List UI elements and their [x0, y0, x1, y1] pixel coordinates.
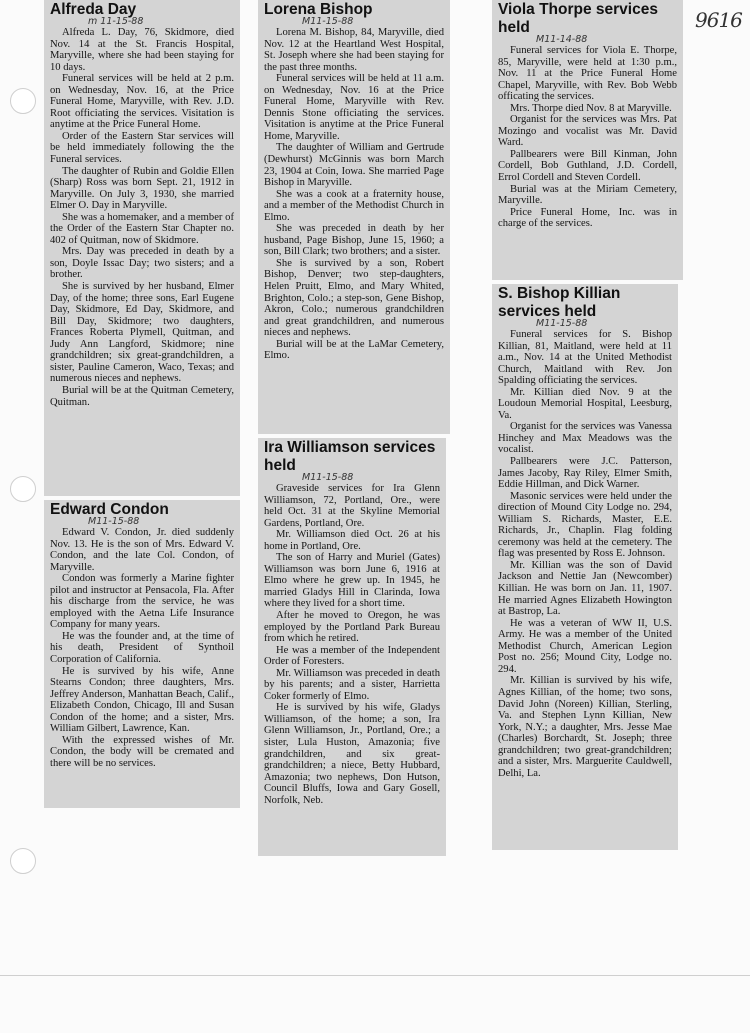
- obituary-paragraph: Pallbearers were Bill Kinman, John Cordell, Bob Guthland, J.D. Cordell, Errol Cordell and Steven Cordell.: [498, 148, 677, 184]
- obituary-paragraph: Price Funeral Home, Inc. was in charge of the services.: [498, 206, 677, 230]
- obituary-paragraph: Funeral services will be held at 11 a.m. on Wednesday, Nov. 16 at the Price Funeral Home, Maryville with Rev. Dennis Stone officiating the services. Visitation is anytime at the Price Funeral Home, Maryville.: [264, 73, 444, 142]
- obituary-headline: Ira Williamson services held: [264, 439, 436, 474]
- obituary-clipping-killian: [492, 284, 678, 850]
- obituary-clipping-day: [44, 0, 240, 496]
- binder-hole: [10, 476, 36, 502]
- obituary-paragraph: She is survived by a son, Robert Bishop, Denver; two step-daughters, Helen Pruitt, Elmo, and Mary Whited, Brighton, Colo.; a step-son, Gene Bishop, Akron, Colo.; numerous grandchildren and great grandchildren, and numerous nieces and nephews.: [264, 257, 444, 339]
- obituary-paragraph: Masonic services were held under the direction of Mound City Lodge no. 294, William S. Richards, Master, E.E. Richards, Jr., Chaplin. Flag folding ceremony was held at the cemetery. The flag was presented by Ross E. Johnson.: [498, 490, 672, 560]
- obituary-paragraph: Funeral services will be held at 2 p.m. on Wednesday, Nov. 16, at the Price Funeral Home, Maryville, with Rev. J.D. Root officiating the services. Visitation is anytime at the Price Funeral Home.: [50, 73, 234, 131]
- obituary-paragraph: Mr. Killian was the son of David Jackson and Nettie Jan (Newcomber) Killian. He was born on Jan. 11, 1907. He married Agnes Elizabeth Howington at Bastrop, La.: [498, 559, 672, 618]
- obituary-headline: Alfreda Day: [50, 1, 137, 18]
- obituary-paragraph: She was a homemaker, and a member of the Order of the Eastern Star Chapter no. 402 of Quitman, now of Skidmore.: [50, 211, 234, 246]
- obituary-paragraph: Organist for the services was Mrs. Pat Mozingo and vocalist was Mr. David Ward.: [498, 114, 677, 149]
- handwritten-date-note: M11-15-88: [536, 318, 588, 329]
- obituary-paragraph: The son of Harry and Muriel (Gates) Williamson was born June 6, 1916 at Elmo where he grew up. In 1945, he married Gladys Hill in Clarinda, Iowa where they lived for a short time.: [264, 552, 440, 610]
- obituary-paragraph: She is survived by her husband, Elmer Day, of the home; three sons, Earl Eugene Day, Skidmore, Ed Day, Skidmore, and Bill Day, Skidmore; two daughters, Frances Roberta Plymell, Quitman, and Judy Ann Langford, Skidmore; nine grandchildren; six great-grandchildren, a sister, Pauline Cameron, Waco, Texas; and numerous nieces and nephews.: [50, 281, 234, 385]
- obituary-clipping-bishop: [258, 0, 450, 434]
- obituary-paragraph: Funeral services for S. Bishop Killian, 81, Maitland, were held at 11 a.m., Nov. 14 at the United Methodist Church, Maitland with Rev. Jon Spalding officiating the services.: [498, 329, 672, 387]
- obituary-paragraph: Pallbearers were J.C. Patterson, James Jacoby, Ray Riley, Elmer Smith, Eddie Hillman, and Dick Warner.: [498, 456, 672, 491]
- obituary-paragraph: Burial will be at the LaMar Cemetery, Elmo.: [264, 338, 444, 362]
- obituary-headline: Viola Thorpe services held: [498, 1, 658, 36]
- obituary-paragraph: Condon was formerly a Marine fighter pilot and instructor at Pensacola, Fla. After his discharge from the service, he was employed with the Aetna Life Insurance Company for many years.: [50, 573, 234, 631]
- handwritten-date-note: m 11-15-88: [88, 16, 144, 27]
- obituary-paragraph: Mrs. Day was preceded in death by a son, Doyle Issac Day; two sisters; and a brother.: [50, 246, 234, 281]
- obituary-paragraph: Lorena M. Bishop, 84, Maryville, died Nov. 12 at the Heartland West Hospital, St. Joseph where she had been staying for the past three months.: [264, 27, 444, 73]
- obituary-paragraph: He is survived by his wife, Gladys Williamson, of the home; a son, Ira Glenn Williamson, Jr., Portland, Ore.; a sister, Lula Huston, Amazonia; five grandchildren, and six great-grandchildren; a niece, Betty Hubbard, Amazonia; two nephews, Don Hutson, Council Bluffs, Iowa and Gary Gosell, Norfolk, Neb.: [264, 702, 440, 806]
- obituary-paragraph: The daughter of William and Gertrude (Dewhurst) McGinnis was born March 23, 1904 at Coin, Iowa. She married Page Bishop in Maryville.: [264, 142, 444, 189]
- obituary-paragraph: Organist for the services was Vanessa Hinchey and Max Meadows was the vocalist.: [498, 421, 672, 456]
- obituary-paragraph: He was the founder and, at the time of his death, President of Synthoil Corporation of California.: [50, 630, 234, 666]
- obituary-paragraph: Burial was at the Miriam Cemetery, Maryville.: [498, 183, 677, 207]
- handwritten-date-note: M11-15-88: [302, 16, 354, 27]
- handwritten-reference-number: 9616: [695, 8, 742, 32]
- obituary-paragraph: Order of the Eastern Star services will be held immediately following the the Funeral services.: [50, 130, 234, 166]
- handwritten-date-note: M11-14-88: [536, 34, 588, 45]
- obituary-headline: Edward Condon: [50, 501, 169, 518]
- binder-hole: [10, 848, 36, 874]
- obituary-paragraph: Mr. Killian died Nov. 9 at the Loudoun Memorial Hospital, Leesburg, Va.: [498, 386, 672, 421]
- obituary-paragraph: He is survived by his wife, Anne Stearns Condon; three daughters, Mrs. Jeffrey Anderson, Manhattan Beach, Calif., Elizabeth Condon, Chicago, Ill and Susan Condon of the home; and a sister, Mrs. William Gilbert, Lawrence, Kan.: [50, 665, 234, 735]
- obituary-paragraph: Mr. Williamson was preceded in death by his parents; and a sister, Harrietta Coker formerly of Elmo.: [264, 667, 440, 702]
- obituary-paragraph: Mr. Williamson died Oct. 26 at his home in Portland, Ore.: [264, 529, 440, 552]
- binder-hole: [10, 88, 36, 114]
- handwritten-date-note: M11-15-88: [88, 516, 140, 527]
- handwritten-date-note: M11-15-88: [302, 472, 354, 483]
- obituary-paragraph: Edward V. Condon, Jr. died suddenly Nov. 13. He is the son of Mrs. Edward V. Condon, and the late Col. Condon, of Maryville.: [50, 527, 234, 573]
- obituary-paragraph: Alfreda L. Day, 76, Skidmore, died Nov. 14 at the St. Francis Hospital, Maryville, where she had been staying for 10 days.: [50, 27, 234, 73]
- obituary-paragraph: Funeral services for Viola E. Thorpe, 85, Maryville, were held at 1:30 p.m., Nov. 11 at the Price Funeral Home Chapel, Maryville, with Rev. Bob Webb officating the services.: [498, 45, 677, 103]
- obituary-paragraph: Mr. Killian is survived by his wife, Agnes Killian, of the home; two sons, David John (Noreen) Killian, Sterling, Va. and Stephen Lynn Killian, New York, N.Y.; a daughter, Mrs. Jesse Mae (Charles) Borchardt, St. Joseph; three grandchildren; two great-grandchildren; and a sister, Mrs. Marguerite Cauldwell, Delhi, La.: [498, 675, 672, 779]
- obituary-paragraph: Mrs. Thorpe died Nov. 8 at Maryville.: [510, 102, 672, 114]
- obituary-clipping-thorpe: [492, 0, 683, 280]
- page-edge-line: [0, 975, 750, 976]
- obituary-paragraph: He was a member of the Independent Order of Foresters.: [264, 644, 440, 668]
- obituary-clipping-williamson: [258, 438, 446, 856]
- obituary-paragraph: She was preceded in death by her husband, Page Bishop, June 15, 1960; a son, Bill Clark; two brothers; and a sister.: [264, 223, 444, 258]
- obituary-paragraph: She was a cook at a fraternity house, and a member of the Methodist Church in Elmo.: [264, 188, 444, 223]
- obituary-paragraph: Burial will be at the Quitman Cemetery, Quitman.: [50, 384, 234, 408]
- obituary-paragraph: The daughter of Rubin and Goldie Ellen (Sharp) Ross was born Sept. 21, 1912 in Maryville. On July 3, 1930, she married Elmer O. Day in Maryville.: [50, 165, 234, 212]
- obituary-paragraph: He was a veteran of WW II, U.S. Army. He was a member of the United Methodist Church, American Legion Post no. 256; Mound City, Lodge no. 294.: [498, 617, 672, 675]
- obituary-headline: Lorena Bishop: [264, 1, 373, 18]
- obituary-paragraph: With the expressed wishes of Mr. Condon, the body will be cremated and there will be no services.: [50, 734, 234, 769]
- obituary-headline: S. Bishop Killian services held: [498, 285, 621, 320]
- obituary-paragraph: After he moved to Oregon, he was employed by the Portland Park Bureau from which he retired.: [264, 610, 440, 645]
- obituary-paragraph: Graveside services for Ira Glenn Williamson, 72, Portland, Ore., were held Oct. 31 at the Skyline Memorial Gardens, Portland, Ore.: [264, 483, 440, 529]
- obituary-clipping-condon: [44, 500, 240, 808]
